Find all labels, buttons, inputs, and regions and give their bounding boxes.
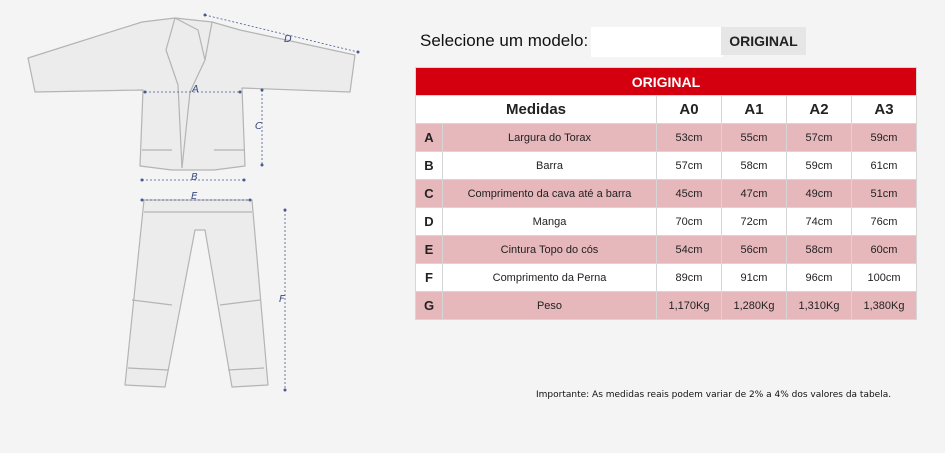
gi-illustration — [0, 0, 400, 448]
header-size-a0: A0 — [657, 96, 722, 124]
gi-size-diagram — [0, 0, 400, 448]
model-selector — [420, 27, 798, 55]
row-value: 57cm — [787, 124, 852, 152]
row-value: 54cm — [657, 236, 722, 264]
row-value: 45cm — [657, 180, 722, 208]
table-row — [416, 152, 917, 180]
table-row — [416, 208, 917, 236]
row-value: 51cm — [852, 180, 917, 208]
label-f: F — [279, 294, 285, 305]
header-size-a2: A2 — [787, 96, 852, 124]
table-header-row — [416, 96, 917, 124]
row-value: 91cm — [722, 264, 787, 292]
measurement-note: Importante: As medidas reais podem variar de 2% a 4% dos valores da tabela. — [536, 390, 892, 400]
table-title: ORIGINAL — [416, 68, 917, 96]
row-letter: C — [416, 180, 443, 208]
row-value: 72cm — [722, 208, 787, 236]
label-e: E — [191, 191, 198, 202]
row-measure-name: Manga — [443, 208, 657, 236]
row-value: 74cm — [787, 208, 852, 236]
table-row — [416, 124, 917, 152]
row-value: 59cm — [852, 124, 917, 152]
row-value: 58cm — [787, 236, 852, 264]
row-measure-name: Comprimento da cava até a barra — [443, 180, 657, 208]
label-d: D — [284, 34, 292, 45]
header-measures: Medidas — [416, 96, 657, 124]
row-value: 70cm — [657, 208, 722, 236]
row-value: 56cm — [722, 236, 787, 264]
header-size-a1: A1 — [722, 96, 787, 124]
row-value: 1,280Kg — [722, 292, 787, 320]
row-value: 58cm — [722, 152, 787, 180]
row-value: 49cm — [787, 180, 852, 208]
row-value: 76cm — [852, 208, 917, 236]
row-letter: B — [416, 152, 443, 180]
row-measure-name: Comprimento da Perna — [443, 264, 657, 292]
row-value: 61cm — [852, 152, 917, 180]
table-title-row — [416, 68, 917, 96]
table-row — [416, 292, 917, 320]
row-value: 96cm — [787, 264, 852, 292]
row-value: 59cm — [787, 152, 852, 180]
table-row — [416, 180, 917, 208]
table-row — [416, 236, 917, 264]
row-measure-name: Cintura Topo do cós — [443, 236, 657, 264]
row-letter: G — [416, 292, 443, 320]
row-value: 89cm — [657, 264, 722, 292]
label-a: A — [192, 84, 199, 95]
model-selector-label: Selecione um modelo: — [420, 31, 589, 50]
model-input[interactable] — [591, 27, 723, 57]
row-letter: D — [416, 208, 443, 236]
row-value: 1,310Kg — [787, 292, 852, 320]
row-letter: E — [416, 236, 443, 264]
row-value: 60cm — [852, 236, 917, 264]
size-table — [415, 67, 917, 320]
row-letter: A — [416, 124, 443, 152]
row-value: 55cm — [722, 124, 787, 152]
row-value: 53cm — [657, 124, 722, 152]
label-b: B — [191, 172, 198, 183]
row-measure-name: Largura do Torax — [443, 124, 657, 152]
row-measure-name: Peso — [443, 292, 657, 320]
original-model-button[interactable]: ORIGINAL — [721, 27, 806, 55]
row-letter: F — [416, 264, 443, 292]
row-value: 1,170Kg — [657, 292, 722, 320]
row-value: 57cm — [657, 152, 722, 180]
row-value: 1,380Kg — [852, 292, 917, 320]
label-c: C — [255, 121, 262, 132]
header-size-a3: A3 — [852, 96, 917, 124]
table-row — [416, 264, 917, 292]
pants-outline — [125, 200, 268, 387]
row-value: 47cm — [722, 180, 787, 208]
row-value: 100cm — [852, 264, 917, 292]
row-measure-name: Barra — [443, 152, 657, 180]
